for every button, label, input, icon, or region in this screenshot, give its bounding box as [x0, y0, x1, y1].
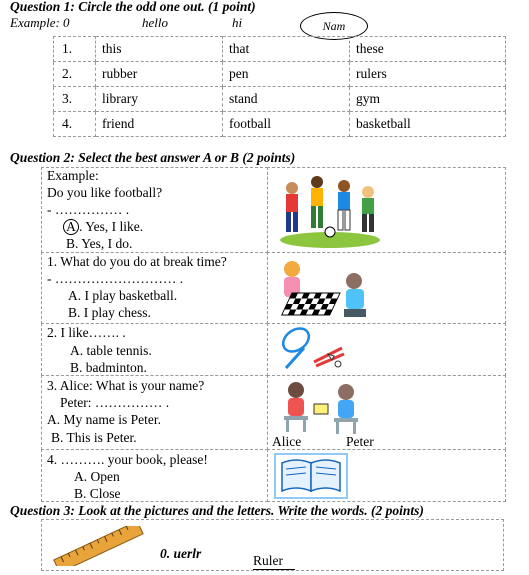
- q3-answer[interactable]: Ruler: [253, 553, 295, 570]
- q2-example-question-cell: [41, 167, 268, 253]
- q2-item-2-picture-cell: [267, 323, 506, 376]
- word-cell[interactable]: stand: [223, 87, 350, 112]
- table-row: [54, 37, 506, 62]
- item-4-option-b[interactable]: B. Close: [74, 486, 121, 501]
- example-option-a[interactable]: [66, 219, 143, 235]
- row-number: 2.: [54, 62, 96, 87]
- q1-example-word-2: hi: [232, 15, 243, 30]
- ruler-icon: [48, 526, 148, 566]
- alice-and-peter-picture: [274, 378, 384, 434]
- item-3-option-a[interactable]: A. My name is Peter.: [47, 412, 161, 427]
- table-row: [54, 62, 506, 87]
- word-cell[interactable]: this: [96, 37, 223, 62]
- item-4-option-a[interactable]: A. Open: [74, 469, 120, 484]
- word-cell[interactable]: that: [223, 37, 350, 62]
- word-cell[interactable]: these: [350, 37, 506, 62]
- example-blank: - …………… .: [47, 202, 130, 217]
- q1-example-word-1: hello: [142, 15, 168, 30]
- item-1-question: 1. What do you do at break time?: [47, 254, 227, 269]
- item-2-question: 2. I like……. .: [47, 325, 126, 340]
- item-1-option-b[interactable]: B. I play chess.: [68, 305, 151, 320]
- q3-title: Question 3: Look at the pictures and the letters. Write the words. (2 points): [10, 503, 424, 518]
- q2-item-3-picture-cell: [267, 375, 506, 450]
- item-1-blank: - ……………………… .: [47, 271, 184, 286]
- q3-scrambled-letters: 0. uerlr: [160, 546, 202, 561]
- q1-table: [53, 36, 506, 137]
- alice-caption: Alice: [272, 434, 302, 449]
- table-row: [54, 112, 506, 137]
- row-number: 4.: [54, 112, 96, 137]
- item-3-question: 3. Alice: What is your name?: [47, 378, 205, 393]
- q2-item-4-question-cell: [41, 449, 268, 502]
- item-3-blank: Peter: …………… .: [60, 395, 170, 410]
- q2-item-2-question-cell: [41, 323, 268, 376]
- word-cell[interactable]: friend: [96, 112, 223, 137]
- football-players-picture: [272, 170, 382, 250]
- table-row: [54, 87, 506, 112]
- item-3-option-b[interactable]: B. This is Peter.: [51, 430, 137, 445]
- word-cell[interactable]: football: [223, 112, 350, 137]
- row-number: 1.: [54, 37, 96, 62]
- word-cell[interactable]: library: [96, 87, 223, 112]
- example-question: Do you like football?: [47, 185, 163, 200]
- row-number: 3.: [54, 87, 96, 112]
- q2-example-picture-cell: [267, 167, 506, 253]
- word-cell[interactable]: basketball: [350, 112, 506, 137]
- q2-title: Question 2: Select the best answer A or B (2 points): [10, 150, 296, 165]
- example-label: Example:: [47, 168, 99, 183]
- q2-item-4-picture-cell: [267, 449, 506, 502]
- peter-caption: Peter: [346, 434, 374, 449]
- item-2-option-b[interactable]: B. badminton.: [70, 360, 147, 375]
- word-cell[interactable]: gym: [350, 87, 506, 112]
- option-a-text: . Yes, I like.: [79, 219, 144, 234]
- item-4-question: 4. ………. your book, please!: [47, 452, 208, 467]
- item-1-option-a[interactable]: A. I play basketball.: [68, 288, 178, 303]
- q1-example-circled-word: Nam: [300, 12, 368, 40]
- open-book-picture: [274, 453, 348, 499]
- word-cell[interactable]: rubber: [96, 62, 223, 87]
- q1-title: Question 1: Circle the odd one out. (1 point): [10, 0, 256, 14]
- badminton-rackets-picture: [274, 326, 354, 374]
- word-cell[interactable]: pen: [223, 62, 350, 87]
- item-2-option-a[interactable]: A. table tennis.: [70, 343, 152, 358]
- chess-players-picture: [274, 255, 374, 323]
- word-cell[interactable]: rulers: [350, 62, 506, 87]
- example-option-b[interactable]: B. Yes, I do.: [66, 236, 133, 251]
- q2-item-3-question-cell: [41, 375, 268, 450]
- circled-answer-a: A: [63, 219, 79, 235]
- q2-item-1-question-cell: [41, 252, 268, 324]
- q1-example-label: Example: 0: [10, 15, 70, 30]
- q2-item-1-picture-cell: [267, 252, 506, 324]
